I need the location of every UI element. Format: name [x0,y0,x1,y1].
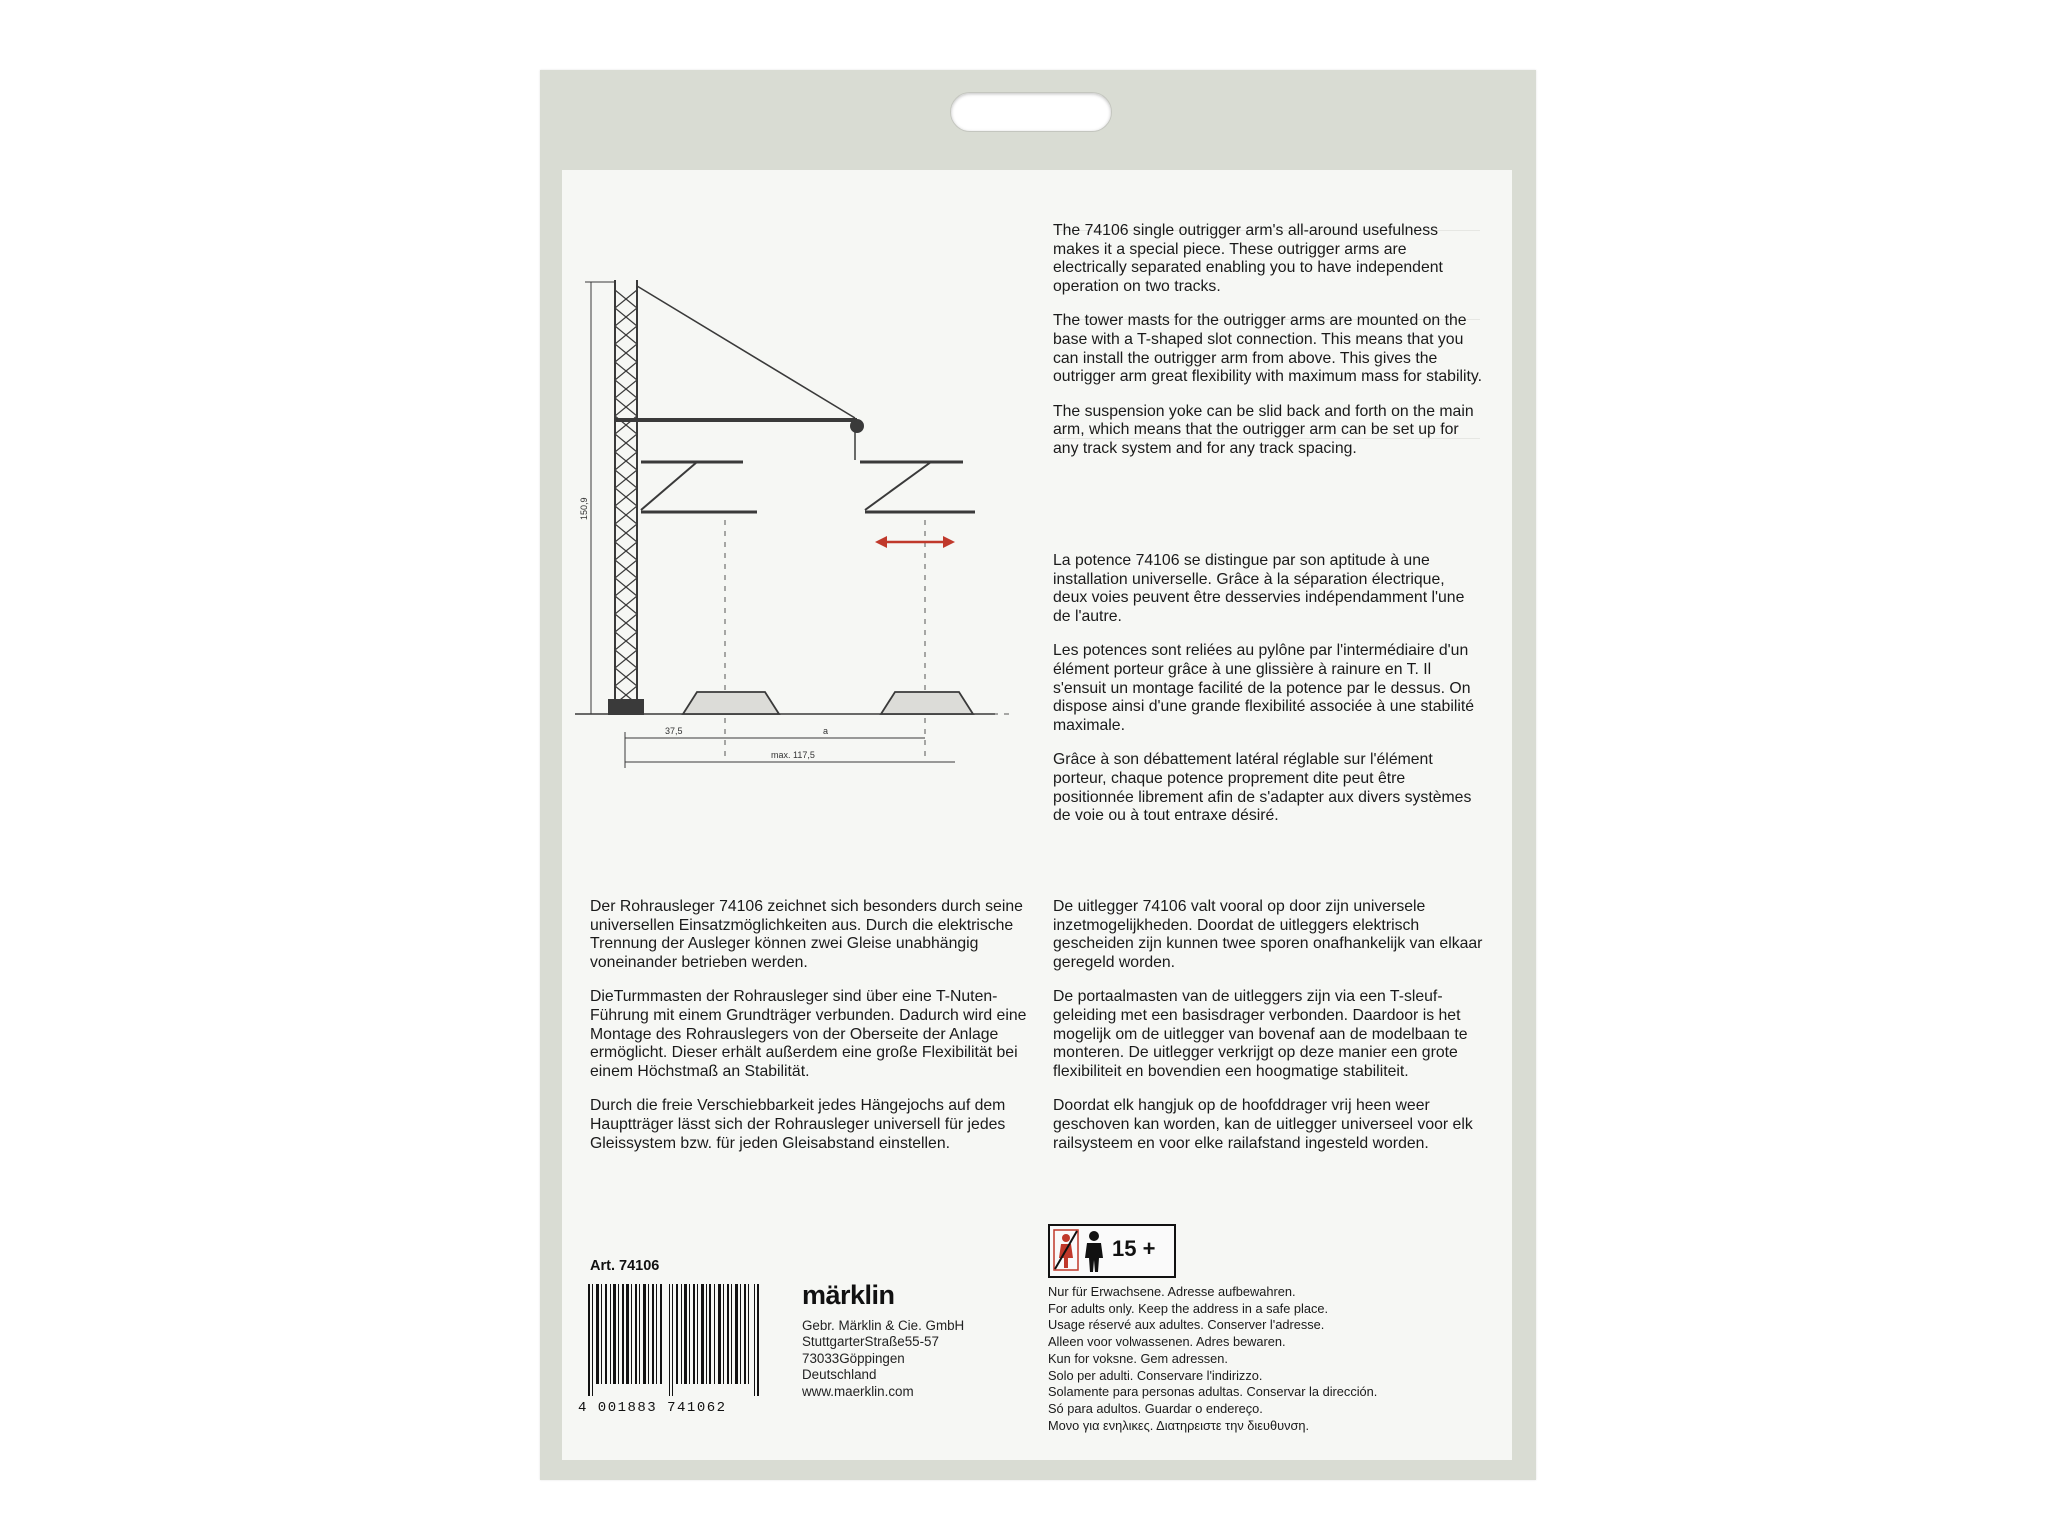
dutch-paragraph: De uitlegger 74106 valt vooral op door zijn universele inzetmogelijkheden. Doordat de uitleggers elektrisch gescheiden zijn kunnen twee sporen onafhankelijk van elkaar geregeld worden. [1053,898,1483,971]
barcode-number: 4 001883 741062 [578,1400,727,1416]
outrigger-arm-diagram [575,280,1015,800]
address-line: www.maerklin.com [802,1383,914,1399]
german-description [590,898,1030,1169]
english-paragraph: The suspension yoke can be slid back and forth on the main arm, which means that the outrigger arm can be set up for any track system and for any track spacing. [1053,402,1474,457]
warning-line: Solo per adulti. Conservare l'indirizzo. [1048,1367,1263,1383]
height-dimension-label: 150,9 [579,497,589,520]
german-paragraph: Durch die freie Verschiebbarkeit jedes Hängejochs auf dem Hauptträger lässt sich der Rohrausleger universell für jedes Gleissystem bzw. für jeden Gleisabstand einstellen. [590,1097,1006,1152]
dutch-description [1053,898,1493,1169]
barcode [578,1284,768,1396]
dutch-paragraph: De portaalmasten van de uitleggers zijn via een T-sleuf-geleiding met een basisdrager verbonden. Daardoor is het mogelijk om de uitlegger van bovenaf aan de modelbaan te monteren. De uitlegger verkrijgt op deze manier een grote flexibiliteit en bovendien een hoogmatige stabiliteit. [1053,988,1468,1080]
english-description [1053,222,1483,475]
warning-line: Μονο για ενηλικες. Διατηρειστε την διευθυνση. [1048,1417,1310,1433]
maerklin-logo: märklin [802,1280,895,1310]
address-line: Gebr. Märklin & Cie. GmbH [802,1318,965,1333]
dutch-paragraph: Doordat elk hangjuk op de hoofddrager vrij heen weer geschoven kan worden, kan de uitlegger universeel voor elk railsysteem en voor elke railafstand ingesteld worden. [1053,1097,1473,1152]
french-paragraph: Grâce à son débattement latéral réglable sur l'élément porteur, chaque potence proprement dite peut être positionnée librement afin de s'adapter aux divers systèmes de voie ou à tout entraxe désiré. [1053,751,1472,825]
warning-line: Solamente para personas adultas. Conservar la dirección. [1048,1384,1378,1400]
german-paragraph: DieTurmmasten der Rohrausleger sind über eine T-Nuten-Führung mit einem Grundträger verbunden. Dadurch wird eine Montage des Rohrauslegers von der Oberseite der Anlage ermöglicht. Dieser erhält außerdem eine große Flexibilität bei einem Höchstmaß an Stabilität. [590,988,1027,1080]
hang-tab-slot [950,92,1112,132]
warning-line: Alleen voor volwassenen. Adres bewaren. [1048,1334,1286,1350]
warning-line: Kun for voksne. Gem adressen. [1048,1350,1228,1366]
adult-warnings [1048,1284,1377,1434]
french-paragraph: La potence 74106 se distingue par son aptitude à une installation universelle. Grâce à la séparation électrique, deux voies peuvent être desservies indépendamment l'une de l'autre. [1053,552,1465,625]
warning-line: Só para adultos. Guardar o endereço. [1048,1400,1263,1416]
warning-line: Usage réservé aux adultes. Conserver l'adresse. [1048,1317,1325,1333]
english-paragraph: The tower masts for the outrigger arms are mounted on the base with a T-shaped slot connection. This means that you can install the outrigger arm from above. This gives the outrigger arm great flexibility with maximum mass for stability. [1053,312,1482,386]
age-rating-label: 15 + [1112,1236,1156,1261]
max-dimension-label: max. 117,5 [771,750,815,760]
article-number: Art. 74106 [590,1258,660,1274]
width-dimension-label: 37,5 [665,726,683,736]
german-paragraph: Der Rohrausleger 74106 zeichnet sich besonders durch seine universellen Einsatzmöglichkeiten aus. Durch die elektrische Trennung der Ausleger können zwei Gleise unabhängig voneinander betrieben werden. [590,898,1023,971]
french-description [1053,552,1483,842]
warning-line: Nur für Erwachsene. Adresse aufbewahren. [1048,1284,1296,1299]
manufacturer-address [802,1318,964,1400]
english-paragraph: The 74106 single outrigger arm's all-around usefulness makes it a special piece. These outrigger arms are electrically separated enabling you to have independent operation on two tracks. [1053,222,1443,295]
spacing-dimension-label: a [823,726,829,736]
adult-figures-icon [1052,1228,1110,1274]
warning-line: For adults only. Keep the address in a safe place. [1048,1300,1329,1316]
address-line: Deutschland [802,1367,877,1383]
address-line: 73033Göppingen [802,1350,905,1366]
address-line: StuttgarterStraße55-57 [802,1334,939,1350]
french-paragraph: Les potences sont reliées au pylône par l'intermédiaire d'un élément porteur grâce à une glissière à rainure en T. Il s'ensuit un montage facilité de la potence par le dessus. On dispose ainsi d'une grande flexibilité associée à une stabilité maximale. [1053,642,1475,734]
